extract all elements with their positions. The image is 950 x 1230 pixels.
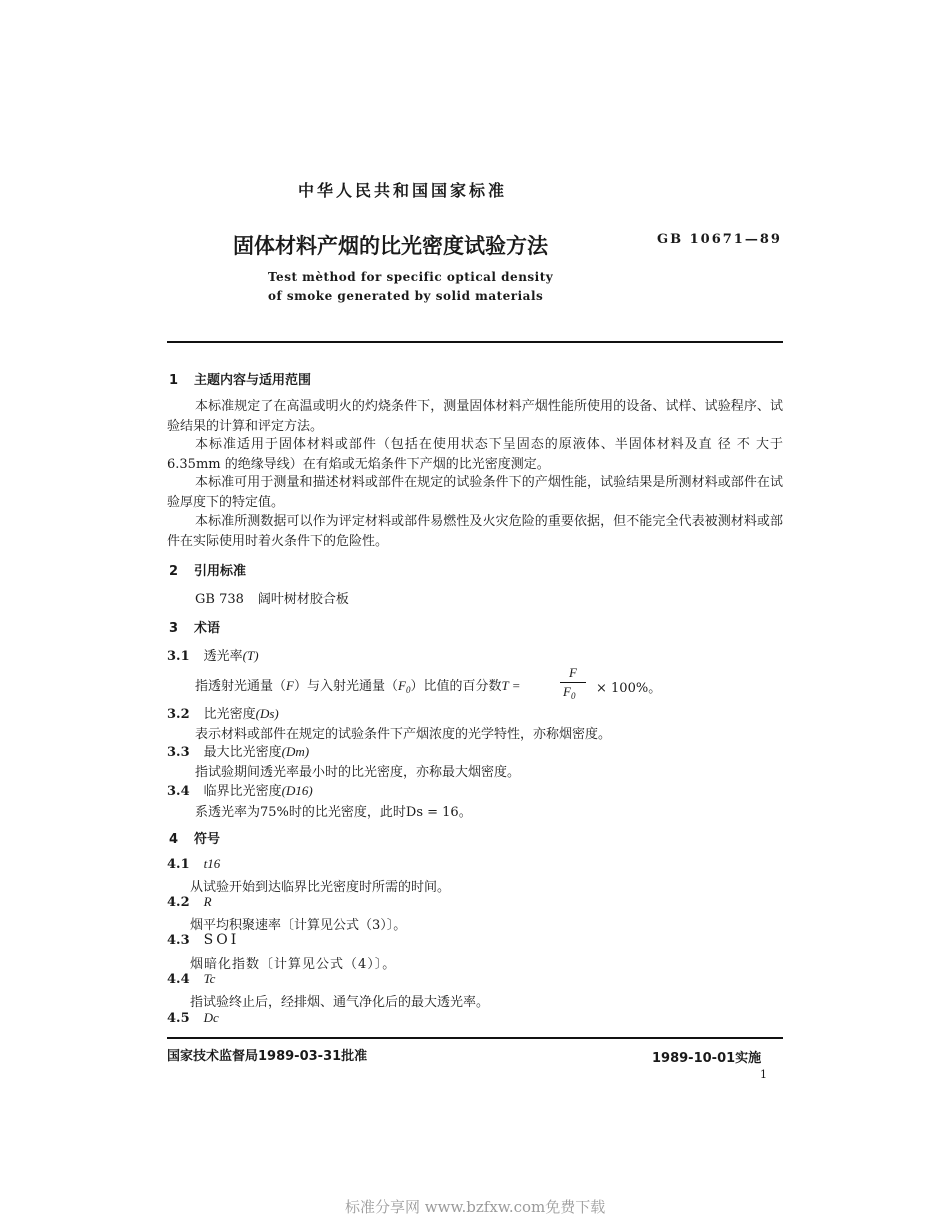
- term-3-4-definition: 系透光率为75%时的比光密度，此时Ds = 16。: [195, 805, 472, 820]
- equation-lhs: T =: [501, 678, 521, 693]
- term-3-2: [167, 703, 279, 722]
- symbol-name: SOI: [203, 932, 240, 948]
- paragraph-1-4: 本标准所测数据可以作为评定材料或部件易燃性及火灾危险的重要依据，但不能完全代表被测材料或部件在实际使用时着火条件下的危险性。: [167, 514, 783, 549]
- clause-number: 4.1: [167, 857, 190, 872]
- english-title-line-1: Test mèthod for specific optical density: [268, 270, 554, 284]
- watermark-link[interactable]: 标准分享网 www.bzfxw.com免费下载: [345, 1198, 606, 1216]
- term-3-1: [167, 645, 259, 664]
- section-title: 符号: [194, 832, 221, 847]
- symbol-name: R: [203, 894, 212, 909]
- term-3-4: [167, 780, 313, 799]
- clause-number: 3.3: [167, 745, 190, 760]
- section-1-heading: [169, 369, 311, 388]
- reference-title: 阔叶树材胶合板: [257, 592, 349, 607]
- symbol-4-2: [167, 894, 212, 910]
- paragraph-1-3: 本标准可用于测量和描述材料或部件在规定的试验条件下的产烟性能，试验结果是所测材料或部件在试验厚度下的特定值。: [167, 475, 783, 510]
- symbol-f: F: [286, 678, 294, 693]
- term-name: 比光密度: [203, 707, 256, 722]
- approval-line: 国家技术监督局1989-03-31批准: [167, 1049, 368, 1064]
- clause-number: 3.2: [167, 707, 190, 722]
- term-symbol: (Dm): [281, 744, 310, 759]
- term-3-2-definition: 表示材料或部件在规定的试验条件下产烟浓度的光学特性，亦称烟密度。: [195, 727, 612, 742]
- symbol-4-1-definition: 从试验开始到达临界比光密度时所需的时间。: [190, 880, 451, 895]
- term-name: 透光率: [203, 649, 243, 664]
- section-title: 主题内容与适用范围: [194, 373, 312, 388]
- symbol-4-1: [167, 856, 220, 872]
- section-number: 1: [169, 373, 179, 388]
- symbol-name: Dc: [203, 1010, 219, 1025]
- normative-reference: [195, 588, 349, 607]
- clause-number: 4.2: [167, 895, 190, 910]
- symbol-4-4: [167, 971, 215, 987]
- symbol-4-3-definition: 烟暗化指数〔计算见公式（4）〕。: [190, 957, 397, 972]
- fraction-bar: [560, 682, 586, 683]
- term-symbol: (Ds): [255, 706, 279, 721]
- section-3-heading: [169, 617, 220, 636]
- symbol-f0: $F_0$: [397, 678, 411, 695]
- fraction-denominator: $F_0$: [563, 684, 576, 701]
- clause-number: 4.5: [167, 1011, 190, 1026]
- term-symbol: (T): [242, 648, 259, 663]
- section-2-heading: [169, 560, 246, 579]
- document-title: 固体材料产烟的比光密度试验方法: [233, 234, 548, 258]
- fraction-numerator: F: [569, 665, 577, 680]
- section-4-heading: [169, 828, 220, 847]
- clause-number: 3.4: [167, 784, 190, 799]
- paragraph-1-1: 本标准规定了在高温或明火的灼烧条件下，测量固体材料产烟性能所使用的设备、试样、试验程序、试验结果的计算和评定方法。: [167, 399, 783, 434]
- section-title: 引用标准: [194, 564, 247, 579]
- standard-code: GB 10671—89: [657, 232, 782, 247]
- equation-rhs: × 100%。: [596, 681, 662, 696]
- clause-number: 3.1: [167, 649, 190, 664]
- term-3-3-definition: 指试验期间透光率最小时的比光密度，亦称最大烟密度。: [195, 765, 521, 780]
- footer-divider: [167, 1037, 783, 1039]
- symbol-name: t16: [203, 856, 221, 871]
- definition-text: ）比值的百分数: [410, 679, 502, 694]
- english-title-line-2: of smoke generated by solid materials: [268, 289, 544, 303]
- section-number: 4: [169, 832, 179, 847]
- symbol-4-5: [167, 1010, 219, 1026]
- effective-date: 1989-10-01实施: [652, 1051, 762, 1066]
- section-number: 2: [169, 564, 179, 579]
- issuing-body-title: 中华人民共和国国家标准: [298, 181, 508, 200]
- term-3-1-definition: [195, 675, 520, 695]
- reference-code: GB 738: [195, 592, 244, 607]
- definition-text: 指透射光通量（: [195, 679, 287, 694]
- section-title: 术语: [194, 621, 221, 636]
- paragraph-1-2: 本标准适用于固体材料或部件（包括在使用状态下呈固态的原液体、半固体材料及直 径 不 大于6.35mm 的绝缘导线）在有焰或无焰条件下产烟的比光密度测定。: [167, 437, 783, 472]
- term-symbol: (D16): [281, 783, 313, 798]
- definition-text: ）与入射光通量（: [293, 679, 398, 694]
- symbol-4-4-definition: 指试验终止后，经排烟、通气净化后的最大透光率。: [190, 995, 490, 1010]
- page-number: 1: [760, 1068, 767, 1081]
- symbol-4-2-definition: 烟平均积聚速率〔计算见公式（3）〕。: [190, 918, 407, 933]
- term-3-3: [167, 741, 309, 760]
- symbol-4-3: [167, 932, 239, 948]
- clause-number: 4.4: [167, 972, 190, 987]
- symbol-name: Tc: [203, 971, 216, 986]
- term-name: 最大比光密度: [203, 745, 282, 760]
- term-name: 临界比光密度: [203, 784, 282, 799]
- header-divider: [167, 341, 783, 343]
- clause-number: 4.3: [167, 933, 190, 948]
- section-number: 3: [169, 621, 179, 636]
